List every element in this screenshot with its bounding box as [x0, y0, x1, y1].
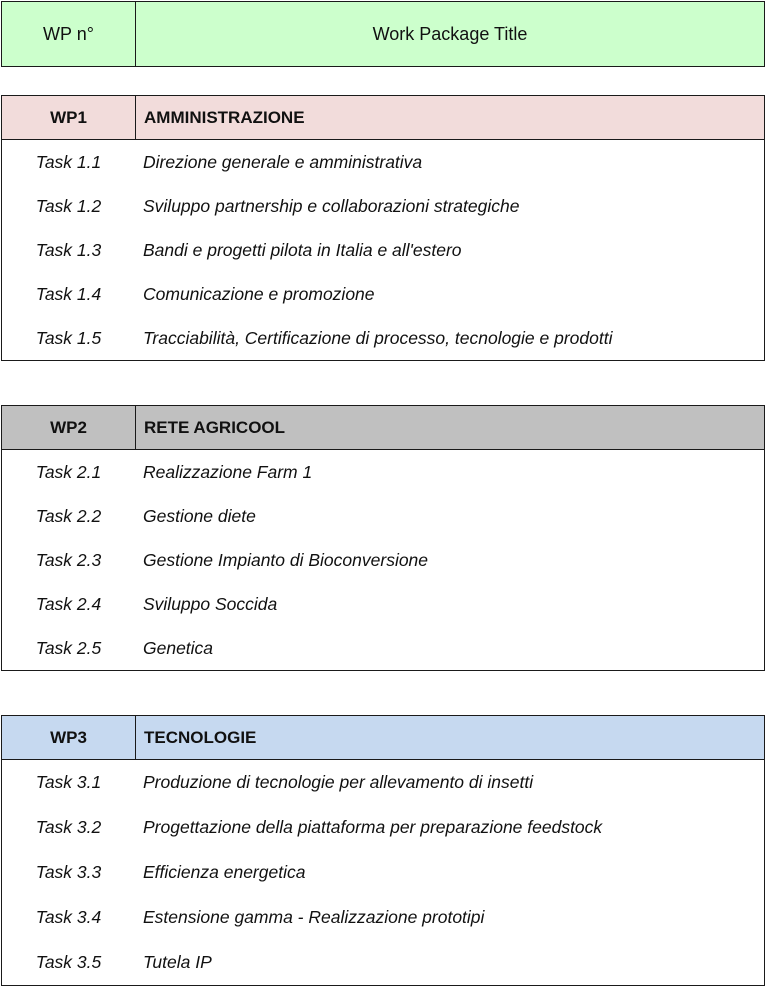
task-number: Task 1.1 — [35, 151, 102, 172]
task-number: Task 2.2 — [35, 505, 102, 526]
task-row — [2, 228, 764, 272]
task-number: Task 1.4 — [35, 283, 102, 304]
task-title: Direzione generale e amministrativa — [143, 151, 423, 172]
wp-title: TECNOLOGIE — [144, 727, 257, 747]
task-row — [2, 850, 764, 895]
table-header — [1, 1, 765, 67]
task-title: Efficienza energetica — [143, 862, 306, 882]
task-number: Task 1.2 — [35, 195, 102, 216]
task-title: Gestione Impianto di Bioconversione — [143, 549, 429, 570]
task-title: Tutela IP — [143, 952, 212, 972]
wp-id: WP2 — [2, 406, 136, 449]
task-title: Tracciabilità, Certificazione di processo, tecnologie e prodotti — [143, 327, 613, 348]
task-number: Task 2.4 — [35, 593, 102, 614]
task-row — [2, 805, 764, 850]
task-title: Produzione di tecnologie per allevamento di insetti — [143, 772, 534, 792]
task-title: Estensione gamma - Realizzazione prototipi — [143, 907, 485, 927]
task-number: Task 1.3 — [35, 239, 102, 260]
task-row — [2, 940, 764, 985]
task-number: Task 1.5 — [35, 327, 102, 348]
task-title: Genetica — [143, 637, 214, 658]
task-row — [2, 316, 764, 360]
task-row — [2, 272, 764, 316]
work-package-2 — [1, 405, 765, 671]
task-number: Task 3.1 — [35, 772, 102, 792]
task-row — [2, 582, 764, 626]
task-number: Task 3.4 — [35, 907, 102, 927]
task-title: Sviluppo partnership e collaborazioni strategiche — [143, 195, 520, 216]
task-number: Task 2.1 — [35, 461, 102, 482]
task-number: Task 3.2 — [35, 817, 102, 837]
wp-title: AMMINISTRAZIONE — [144, 107, 305, 127]
task-number: Task 3.5 — [35, 952, 102, 972]
task-title: Comunicazione e promozione — [143, 283, 375, 304]
wp-id: WP3 — [2, 716, 136, 759]
wp-header — [2, 96, 764, 140]
wp-title-header: Work Package Title — [372, 23, 528, 44]
wp-header — [2, 716, 764, 760]
work-package-1 — [1, 95, 765, 361]
work-package-3 — [1, 715, 765, 986]
task-row — [2, 538, 764, 582]
task-row — [2, 895, 764, 940]
task-title: Gestione diete — [143, 505, 256, 526]
wp-title: RETE AGRICOOL — [144, 417, 286, 437]
task-title: Realizzazione Farm 1 — [143, 461, 313, 482]
wp-header — [2, 406, 764, 450]
task-row — [2, 450, 764, 494]
task-title: Progettazione della piattaforma per preparazione feedstock — [143, 817, 603, 837]
task-row — [2, 184, 764, 228]
task-number: Task 3.3 — [35, 862, 102, 882]
wp-id: WP1 — [2, 96, 136, 139]
task-row — [2, 760, 764, 805]
task-row — [2, 140, 764, 184]
wp-number-header: WP n° — [2, 2, 136, 66]
task-row — [2, 494, 764, 538]
task-number: Task 2.5 — [35, 637, 102, 658]
task-row — [2, 626, 764, 670]
task-number: Task 2.3 — [35, 549, 102, 570]
task-title: Bandi e progetti pilota in Italia e all'estero — [143, 239, 462, 260]
task-title: Sviluppo Soccida — [143, 593, 278, 614]
